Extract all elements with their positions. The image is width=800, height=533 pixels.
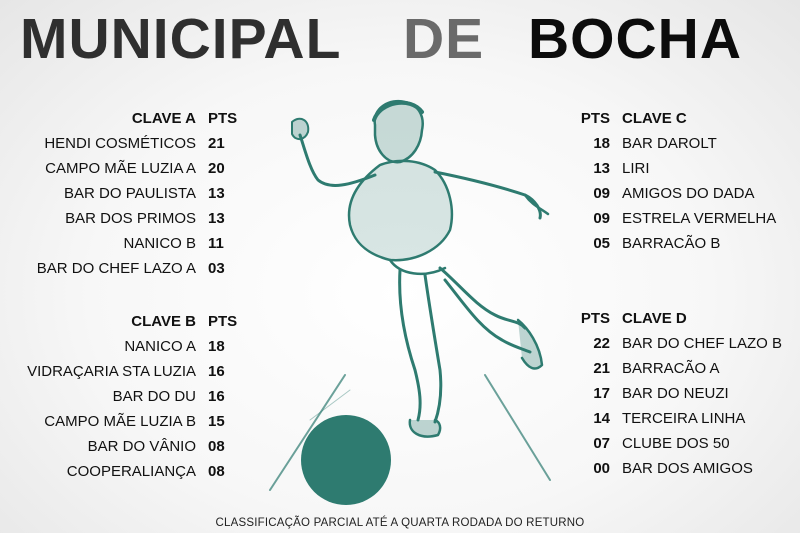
team-name: BAR DO DU <box>112 388 196 405</box>
team-name: BAR DO NEUZI <box>622 385 729 402</box>
team-points: 21 <box>208 135 225 152</box>
pts-column-label: PTS <box>580 110 610 127</box>
team-points: 09 <box>593 210 610 227</box>
group-header <box>0 306 800 331</box>
title-word-bocha: BOCHA <box>528 7 742 71</box>
table-row <box>0 231 800 256</box>
team-points: 05 <box>593 235 610 252</box>
team-name: TERCEIRA LINHA <box>622 410 746 427</box>
team-points: 15 <box>208 413 225 430</box>
team-name: AMIGOS DO DADA <box>622 185 755 202</box>
title-word-de: DE <box>403 7 485 71</box>
title-word-municipal: MUNICIPAL <box>20 7 342 71</box>
group-label: CLAVE B <box>131 313 196 330</box>
team-points: 13 <box>208 185 225 202</box>
team-points: 16 <box>208 363 225 380</box>
table-row <box>0 131 800 156</box>
team-name: BAR DO CHEF LAZO B <box>622 335 783 352</box>
team-points: 17 <box>593 385 610 402</box>
team-points: 07 <box>593 435 610 452</box>
group-header <box>0 106 800 131</box>
group-label: CLAVE D <box>622 310 687 327</box>
team-name: BAR DO CHEF LAZO A <box>36 260 196 277</box>
team-name: BAR DAROLT <box>622 135 717 152</box>
team-name: HENDI COSMÉTICOS <box>44 135 196 152</box>
team-points: 09 <box>593 185 610 202</box>
table-row <box>0 156 800 181</box>
team-name: CLUBE DOS 50 <box>622 435 730 452</box>
table-row <box>0 206 800 231</box>
team-name: CAMPO MÃE LUZIA B <box>44 413 196 430</box>
team-name: BAR DO PAULISTA <box>64 185 196 202</box>
team-points: 11 <box>208 235 224 252</box>
pts-column-label: PTS <box>580 310 610 327</box>
team-points: 14 <box>593 410 610 427</box>
team-name: COOPERALIANÇA <box>66 463 196 480</box>
team-name: BARRACÃO A <box>622 360 720 377</box>
group-label: CLAVE C <box>622 110 687 127</box>
team-points: 22 <box>593 335 610 352</box>
team-name: BAR DOS PRIMOS <box>65 210 196 227</box>
pts-column-label: PTS <box>208 313 238 330</box>
team-name: BAR DO VÂNIO <box>87 438 196 455</box>
team-points: 00 <box>593 460 610 477</box>
team-points: 20 <box>208 160 225 177</box>
table-row <box>0 456 800 481</box>
team-points: 13 <box>593 160 610 177</box>
group-label: CLAVE A <box>131 110 196 127</box>
table-row <box>0 356 800 381</box>
team-name: NANICO A <box>124 338 196 355</box>
team-points: 18 <box>208 338 225 355</box>
table-row <box>0 431 800 456</box>
team-name: NANICO B <box>123 235 196 252</box>
team-name: BARRACÃO B <box>622 235 721 252</box>
team-name: LIRI <box>622 160 650 177</box>
table-row <box>0 256 800 281</box>
pts-column-label: PTS <box>208 110 238 127</box>
team-points: 03 <box>208 260 225 277</box>
table-row <box>0 181 800 206</box>
team-name: CAMPO MÃE LUZIA A <box>45 160 196 177</box>
team-name: BAR DOS AMIGOS <box>622 460 753 477</box>
page-title <box>0 4 800 74</box>
team-points: 13 <box>208 210 225 227</box>
team-name: VIDRAÇARIA STA LUZIA <box>27 363 196 380</box>
team-points: 16 <box>208 388 225 405</box>
team-points: 08 <box>208 463 225 480</box>
footer-caption: CLASSIFICAÇÃO PARCIAL ATÉ A QUARTA RODADA DO RETURNO <box>215 517 585 529</box>
team-points: 08 <box>208 438 225 455</box>
team-points: 18 <box>593 135 610 152</box>
table-row <box>0 381 800 406</box>
table-row <box>0 406 800 431</box>
table-row <box>0 331 800 356</box>
team-name: ESTRELA VERMELHA <box>622 210 777 227</box>
team-points: 21 <box>593 360 610 377</box>
